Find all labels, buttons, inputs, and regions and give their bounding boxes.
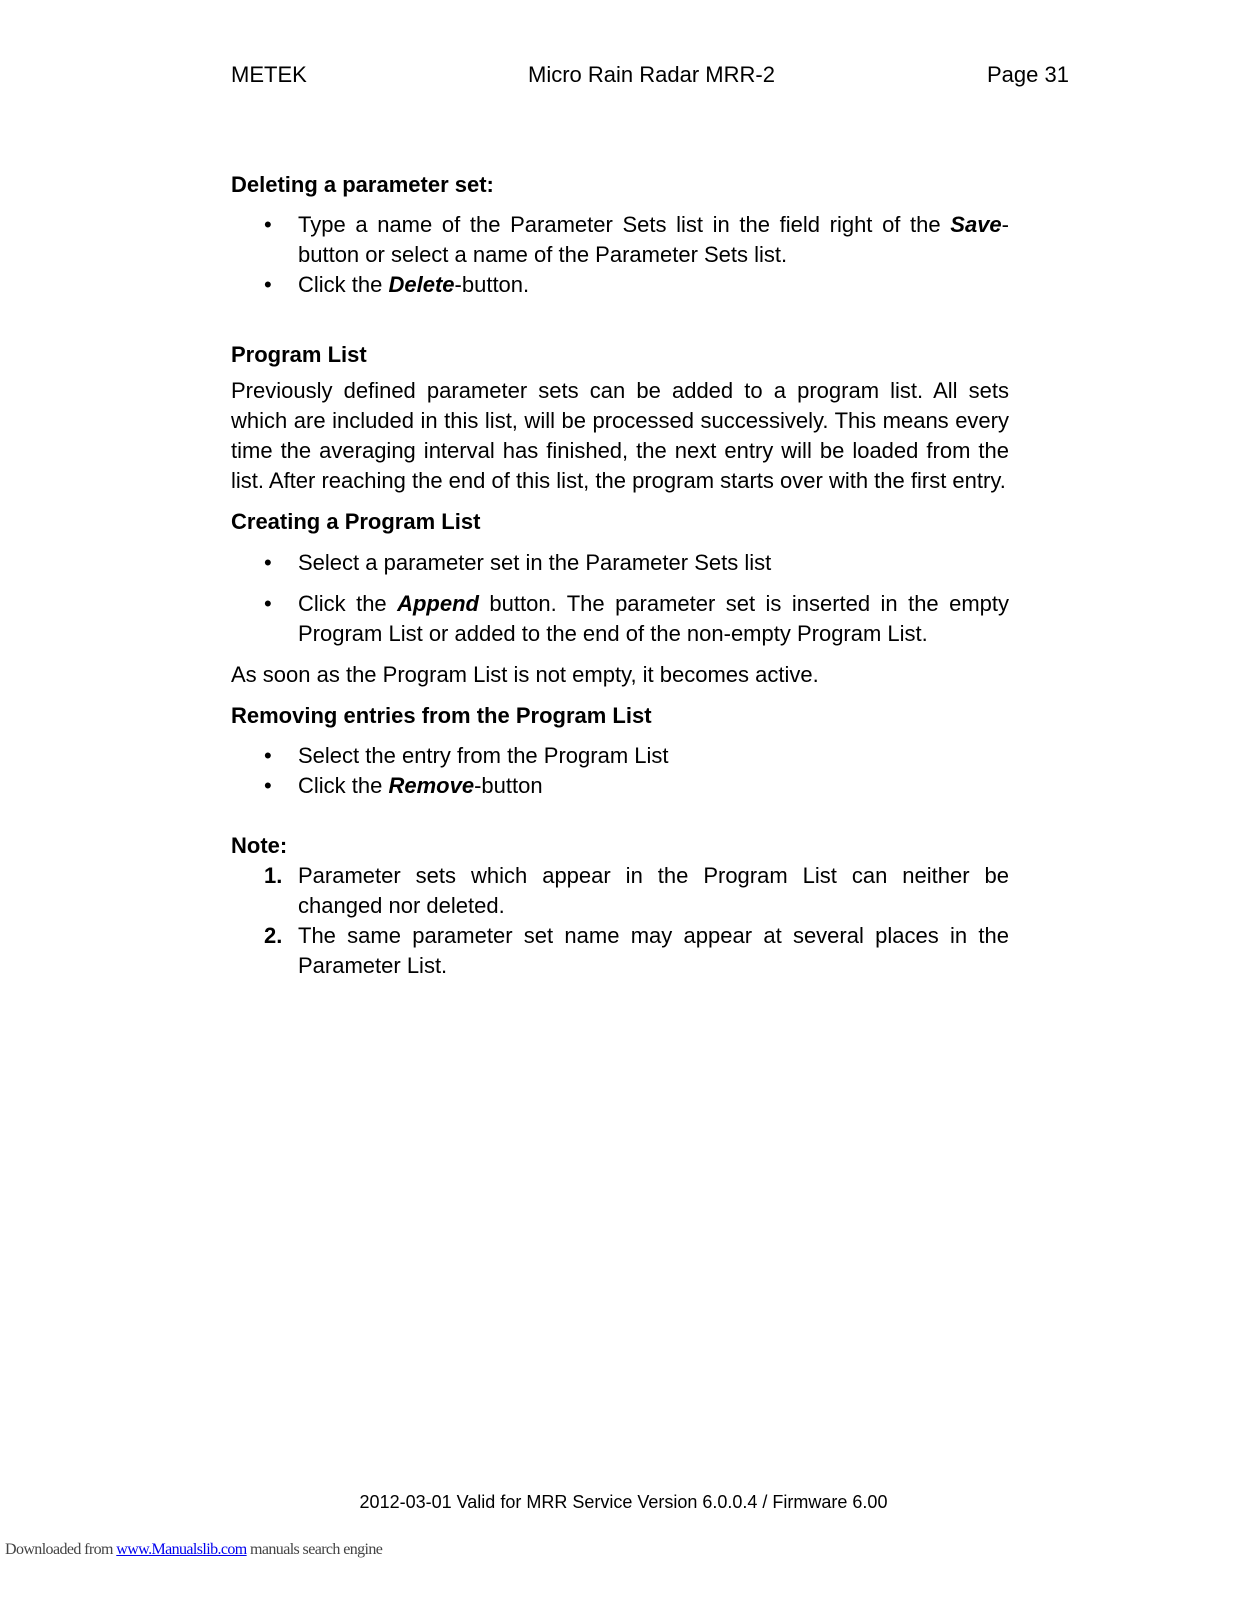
list-item-text: Type a name of the Parameter Sets list in the field right of the — [298, 212, 951, 237]
list-item-text: -button or select a name of the Parameter Sets list. — [298, 212, 1009, 267]
list-item — [231, 210, 1009, 270]
list-item — [231, 771, 1009, 801]
heading-program-list: Program List — [231, 342, 367, 367]
list-item-text: button. The parameter set is inserted in the empty Program List or added to the end of the non-empty Program List. — [298, 591, 1009, 646]
heading-deleting-parameter-set: Deleting a parameter set: — [231, 172, 494, 197]
list-item-emphasis: Append — [397, 591, 479, 616]
removing-steps-list — [231, 741, 1009, 801]
download-footer — [5, 1541, 382, 1559]
list-item-number: 2. — [264, 923, 283, 948]
notes-list — [231, 861, 1009, 981]
bullet-icon: • — [264, 550, 272, 575]
bullet-icon: • — [264, 272, 272, 297]
list-item-text: -button. — [454, 272, 530, 297]
list-item-emphasis: Remove — [388, 773, 475, 798]
header-title: Micro Rain Radar MRR-2 — [528, 62, 775, 87]
page-header — [0, 62, 1237, 92]
list-item-emphasis: Save — [950, 212, 1002, 237]
manualslib-link[interactable]: www.Manualslib.com — [116, 1541, 247, 1558]
page-footer: 2012-03-01 Valid for MRR Service Version 6.0.0.4 / Firmware 6.00 — [359, 1492, 888, 1512]
delete-steps-list — [231, 210, 1009, 300]
list-item-text: Parameter sets which appear in the Program List can neither be changed nor deleted. — [298, 863, 1009, 918]
document-body — [231, 170, 1009, 981]
program-list-active-note: As soon as the Program List is not empty, it becomes active. — [231, 662, 819, 687]
list-item-emphasis: Delete — [388, 272, 455, 297]
list-item-text: -button — [474, 773, 543, 798]
bullet-icon: • — [264, 743, 272, 768]
list-item-number: 1. — [264, 863, 283, 888]
program-list-paragraph: Previously defined parameter sets can be added to a program list. All sets which are included in this list, will be processed successively. This means every time the averaging interval has finished, the next entry will be loaded from the list. After reaching the end of this list, the program starts over with the first entry. — [231, 378, 1009, 493]
list-item-text: Click the — [298, 773, 389, 798]
list-item — [231, 921, 1009, 981]
bullet-icon: • — [264, 212, 272, 237]
header-company: METEK — [231, 62, 307, 87]
list-item-text: Select a parameter set in the Parameter Sets list — [298, 550, 772, 575]
heading-creating-program-list: Creating a Program List — [231, 509, 481, 534]
list-item-text: The same parameter set name may appear at several places in the Parameter List. — [298, 923, 1009, 978]
header-page-number: Page 31 — [987, 62, 1069, 87]
bullet-icon: • — [264, 591, 272, 616]
download-footer-prefix: Downloaded from — [5, 1541, 117, 1558]
list-item-text: Click the — [298, 272, 389, 297]
bullet-icon: • — [264, 773, 272, 798]
heading-note: Note: — [231, 833, 288, 858]
list-item — [231, 589, 1009, 649]
download-footer-suffix: manuals search engine — [246, 1541, 383, 1558]
list-item-text: Click the — [298, 591, 398, 616]
heading-removing-entries: Removing entries from the Program List — [231, 703, 652, 728]
creating-steps-list — [231, 548, 1009, 649]
list-item-text: Select the entry from the Program List — [298, 743, 669, 768]
list-item — [231, 548, 1009, 578]
list-item — [231, 270, 1009, 300]
list-item — [231, 861, 1009, 921]
list-item — [231, 741, 1009, 771]
